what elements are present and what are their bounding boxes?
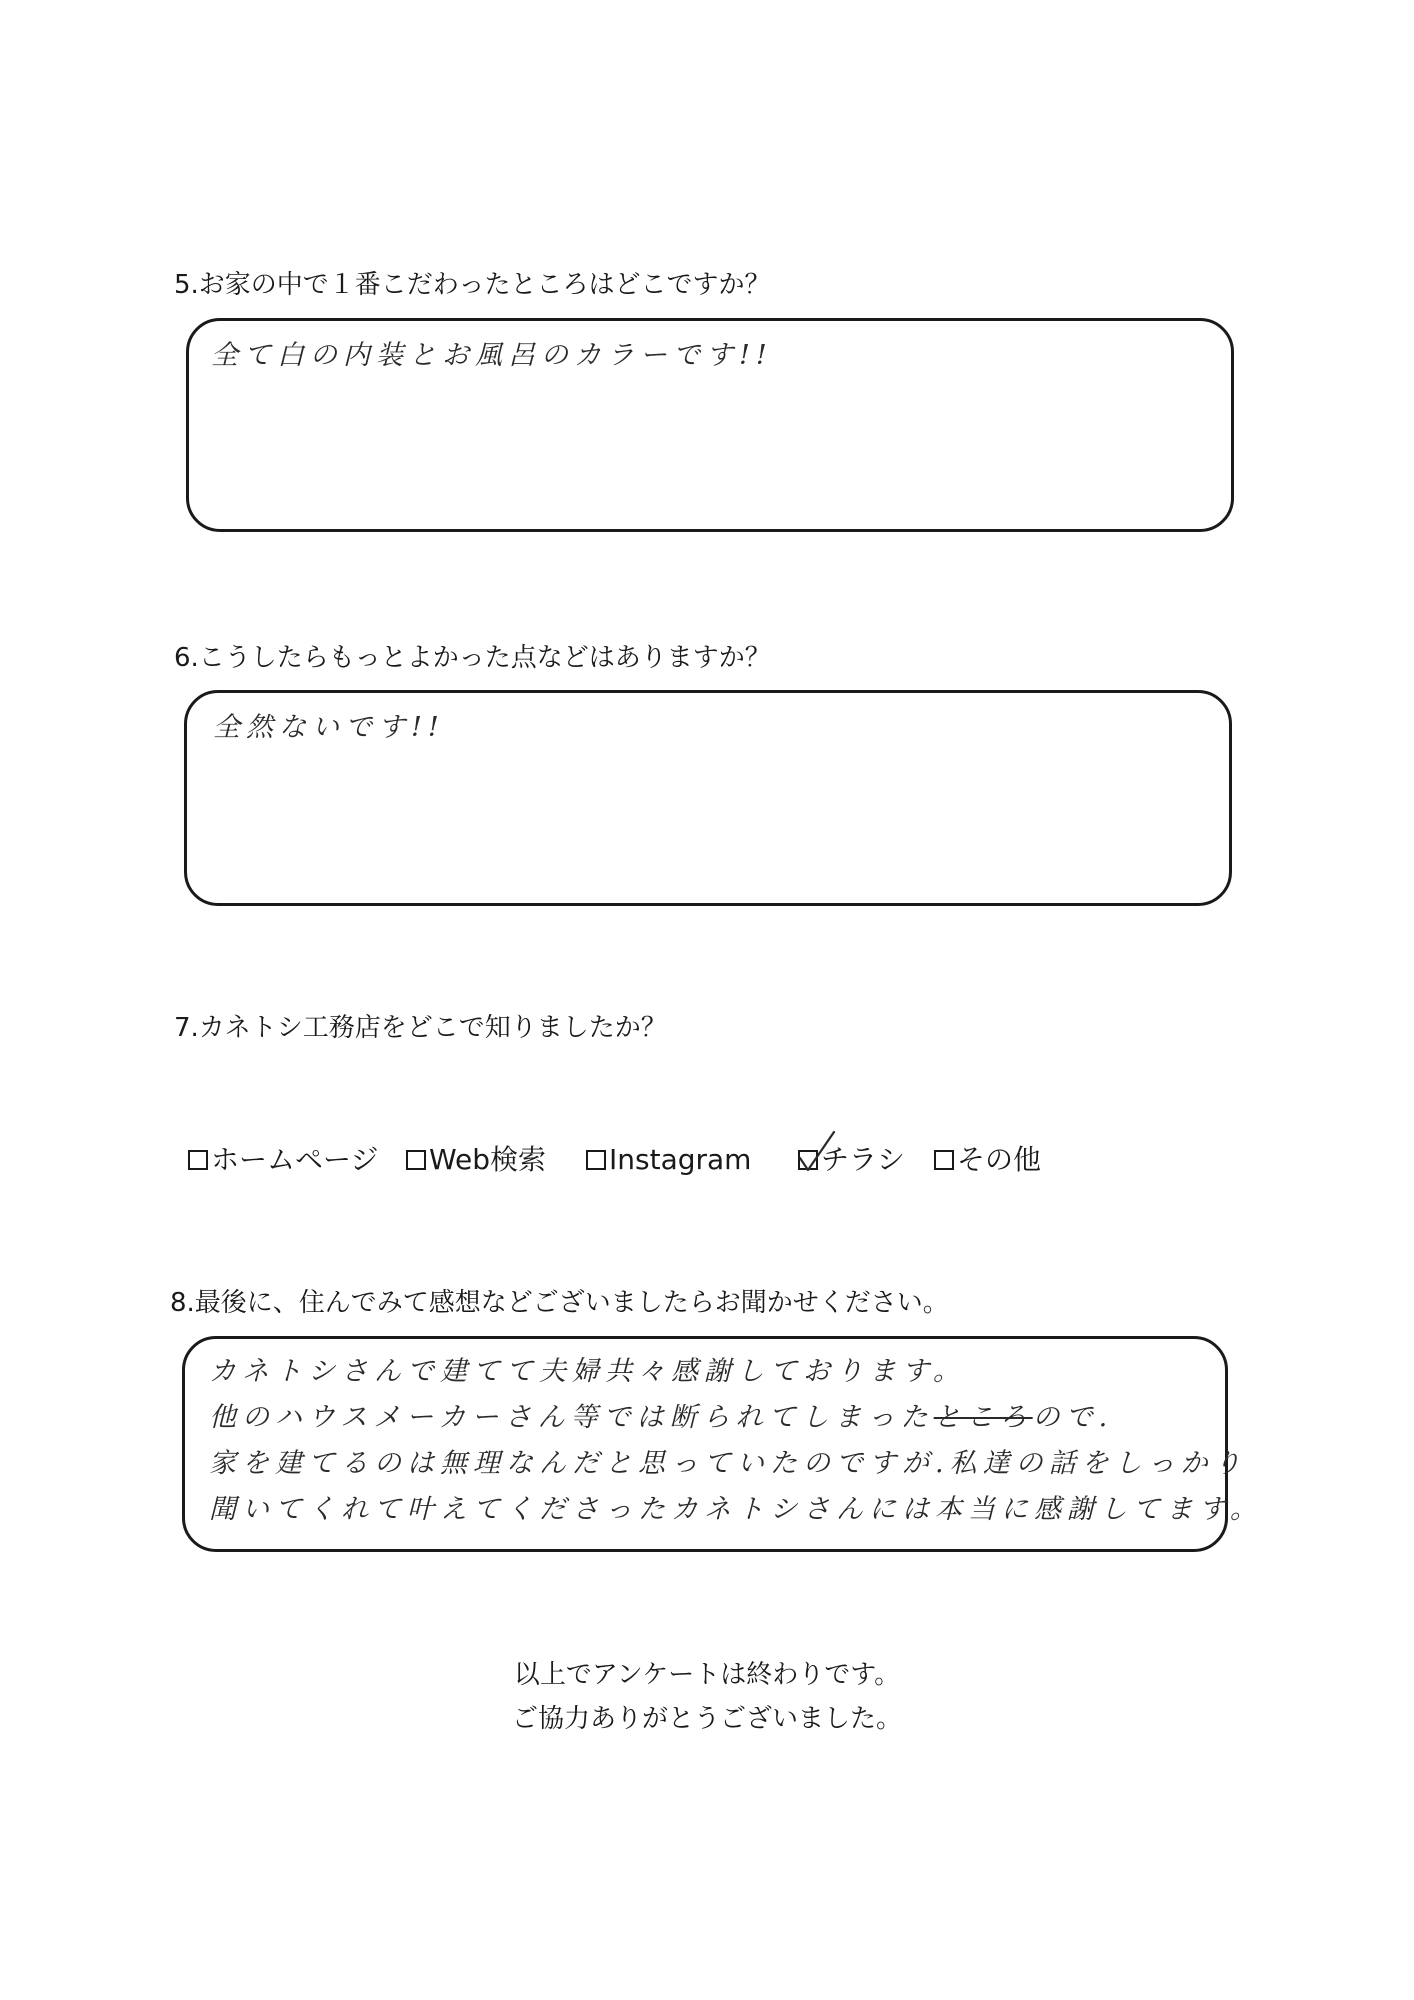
option-instagram-checkbox[interactable] xyxy=(586,1150,606,1170)
option-other-checkbox[interactable] xyxy=(934,1150,954,1170)
option-web-search-label: Web検索 xyxy=(429,1143,547,1176)
question-5-label: 5.お家の中で１番こだわったところはどこですか？ xyxy=(174,270,771,300)
question-5-answer-box xyxy=(186,318,1234,532)
question-8-answer-line-3: 家を建てるのは無理なんだと思っていたのですが.私達の話をしっかり xyxy=(209,1448,1247,1479)
question-8-answer-box xyxy=(182,1336,1263,1552)
option-web-search[interactable] xyxy=(406,1142,546,1178)
option-web-search-checkbox[interactable] xyxy=(406,1150,426,1170)
option-other-label: その他 xyxy=(957,1143,1042,1176)
question-6-answer-box xyxy=(184,690,1232,906)
option-other[interactable] xyxy=(934,1142,1041,1178)
question-8-answer-line-4: 聞いてくれて叶えてくださったカネトシさんには本当に感謝してます。 xyxy=(209,1494,1263,1525)
closing-line-1: 以上でアンケートは終わりです。 xyxy=(513,1660,901,1690)
question-5-answer-text xyxy=(211,333,773,379)
closing-line-2: ご協力ありがとうございました。 xyxy=(511,1704,902,1734)
option-flyer-label: チラシ xyxy=(821,1143,906,1176)
question-6-label: 6.こうしたらもっとよかった点などはありますか？ xyxy=(174,643,771,673)
question-8-answer-text xyxy=(209,1349,1263,1533)
option-homepage-checkbox[interactable] xyxy=(188,1150,208,1170)
question-8-label: 8.最後に、住んでみて感想などございましたらお聞かせください。 xyxy=(170,1288,949,1318)
question-7-label: 7.カネトシ工務店をどこで知りましたか？ xyxy=(174,1013,667,1043)
question-8-answer-line-2-text: 他のハウスメーカーさん等では断られてしまった xyxy=(209,1402,934,1433)
question-5-answer-line: 全て白の内装とお風呂のカラーです!! xyxy=(211,340,773,371)
option-flyer-checkbox[interactable] xyxy=(798,1150,818,1170)
struck-out-text: ところ xyxy=(933,1402,1033,1433)
option-flyer[interactable] xyxy=(798,1142,905,1178)
question-8-answer-line-2 xyxy=(209,1395,1263,1441)
option-instagram[interactable] xyxy=(586,1142,751,1178)
option-homepage-label: ホームページ xyxy=(211,1143,379,1176)
option-instagram-label: Instagram xyxy=(609,1143,752,1176)
check-mark-icon xyxy=(798,1130,838,1176)
question-8-answer-line-2-end: ので. xyxy=(1032,1402,1114,1433)
question-6-answer-line: 全然ないです!! xyxy=(213,712,445,743)
option-homepage[interactable] xyxy=(188,1142,378,1178)
question-6-answer-text xyxy=(213,705,445,751)
question-8-answer-line-1: カネトシさんで建てて夫婦共々感謝しております。 xyxy=(209,1356,966,1387)
